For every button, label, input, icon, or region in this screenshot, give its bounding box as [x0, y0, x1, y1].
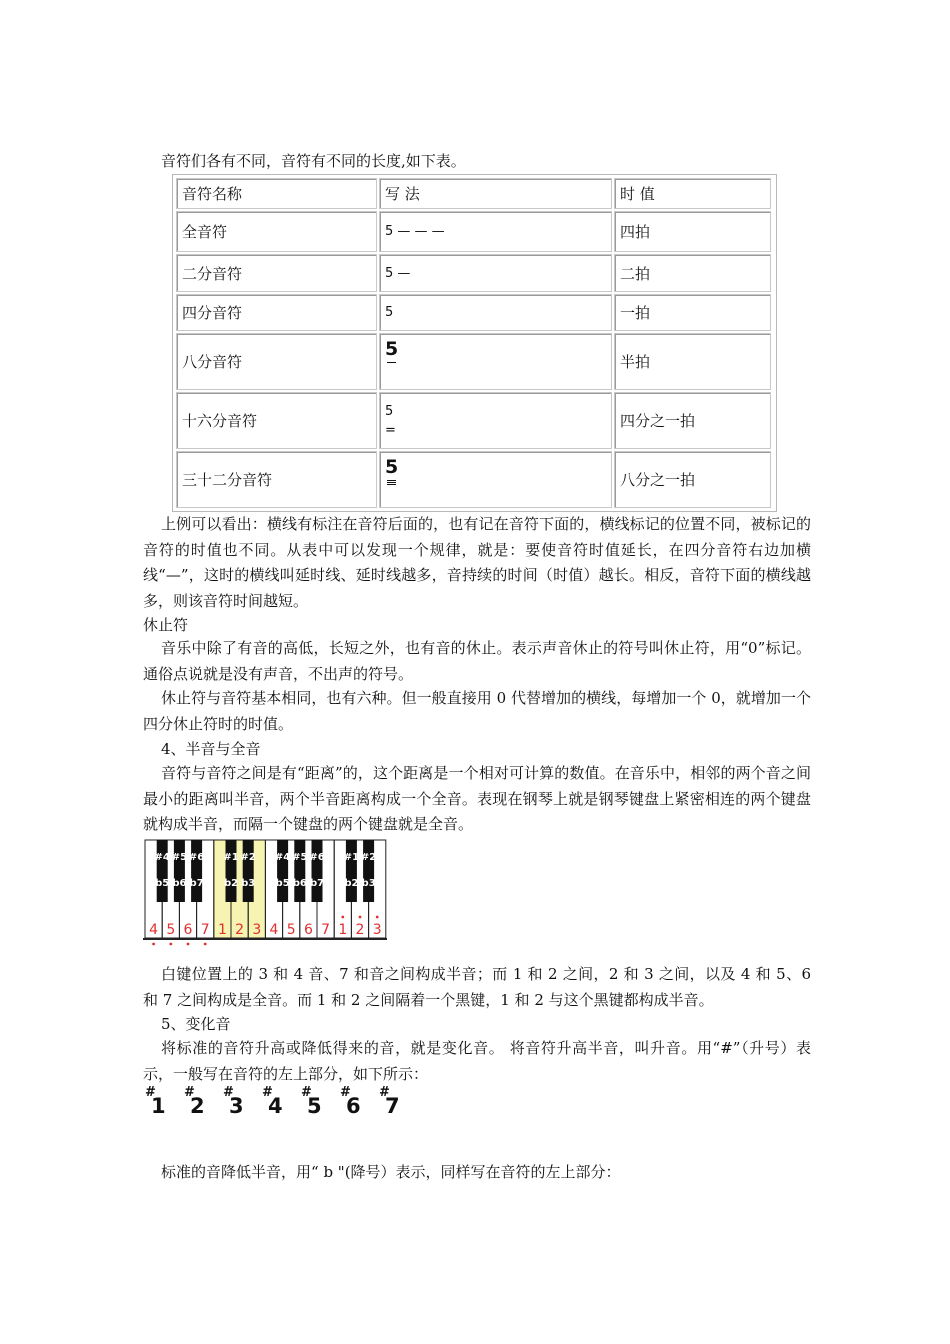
heading-rest: 休止符 — [143, 616, 189, 634]
sharp-sign: # — [223, 1085, 234, 1100]
black-key-sharp-label: #4 — [274, 852, 291, 863]
octave-dot-high — [376, 916, 379, 919]
note-name-cell: 三十二分音符 — [176, 451, 377, 508]
octave-dot-low — [169, 943, 172, 946]
black-key — [292, 840, 308, 902]
white-key-label: 7 — [200, 922, 210, 938]
sharp-sign: # — [379, 1085, 390, 1100]
black-key — [274, 840, 291, 902]
note-name-cell: 四分音符 — [176, 294, 377, 331]
jianpu-note — [385, 458, 398, 477]
black-key-flat-label: b3 — [361, 878, 376, 889]
white-key-label: 6 — [183, 922, 193, 938]
black-key-flat-label: b5 — [155, 878, 170, 889]
notation-cell — [379, 451, 612, 508]
jianpu-note — [385, 340, 398, 359]
piano-keyboard-diagram — [143, 838, 387, 950]
underline-mark — [387, 480, 396, 481]
underline-mark — [387, 362, 396, 363]
duration-cell: 四分之一拍 — [614, 392, 771, 449]
jianpu-digit: 5 — [385, 456, 399, 478]
black-key — [343, 840, 360, 902]
table-header-cell: 音符名称 — [176, 178, 377, 209]
black-key-sharp-label: #2 — [240, 852, 256, 863]
paragraph-semitone: 音符与音符之间是有“距离”的，这个距离是一个相对可计算的数值。在音乐中，相邻的两个音之间最小的距离叫半音，两个半音距离构成一个全音。表现在钢琴上就是钢琴键盘上紧密相连的两个键盘就构成半音，而隔一个键盘的两个键盘就是全音。 — [143, 764, 811, 833]
paragraph-flat: 标准的音降低半音，用“ b "(降号）表示，同样写在音符的左上部分： — [161, 1163, 621, 1181]
paragraph-rest-types: 休止符与音符基本相同，也有六种。但一般直接用 0 代替增加的横线，每增加一个 0，就增加一个四分休止符时的时值。 — [143, 689, 811, 733]
table-header-cell: 写 法 — [379, 178, 612, 209]
white-key-label: 2 — [355, 922, 365, 938]
note-name-cell: 十六分音符 — [176, 392, 377, 449]
black-key-sharp-label: #1 — [223, 852, 239, 863]
white-key-label: 5 — [166, 922, 176, 938]
black-key-sharp-label: #6 — [188, 852, 205, 863]
duration-cell: 二拍 — [614, 254, 771, 292]
duration-cell: 八分之一拍 — [614, 451, 771, 508]
notation-cell — [379, 333, 612, 390]
black-key-sharp-label: #6 — [309, 852, 325, 863]
black-key-sharp-label: #4 — [154, 852, 170, 863]
octave-dot-high — [359, 916, 362, 919]
black-key-flat-label: b2 — [344, 878, 359, 889]
sharp-note-digit: 4 — [268, 1094, 283, 1118]
white-key-label: 5 — [286, 922, 296, 938]
sharp-notes-row — [143, 1086, 403, 1122]
black-key — [240, 840, 256, 902]
duration-cell: 一拍 — [614, 294, 771, 331]
heading-semitone: 4、半音与全音 — [161, 740, 261, 758]
white-key-label: 6 — [303, 922, 313, 938]
table-header-cell: 时 值 — [614, 178, 771, 209]
duration-cell: 四拍 — [614, 211, 771, 252]
jianpu-digit: 5 — [385, 338, 399, 360]
heading-accidentals: 5、变化音 — [161, 1015, 231, 1033]
white-key-label: 4 — [149, 922, 159, 938]
black-key — [154, 840, 170, 902]
black-key — [171, 840, 188, 902]
black-key — [360, 840, 377, 902]
sharp-sign: # — [145, 1085, 156, 1100]
underline-mark — [387, 484, 396, 485]
white-key-label: 4 — [269, 922, 279, 938]
sharp-note-digit: 6 — [346, 1094, 361, 1118]
note-name-cell: 二分音符 — [176, 254, 377, 292]
black-key-flat-label: b5 — [275, 878, 290, 889]
octave-dot-high — [341, 916, 344, 919]
black-key-flat-label: b6 — [292, 878, 307, 889]
paragraph-rest-intro: 音乐中除了有音的高低，长短之外，也有音的休止。表示声音休止的符号叫休止符，用“0”标记。通俗点说就是没有声音，不出声的符号。 — [143, 639, 811, 683]
black-key-flat-label: b6 — [172, 878, 187, 889]
white-key-label: 2 — [235, 922, 245, 938]
black-key — [188, 840, 205, 902]
black-key-sharp-label: #2 — [360, 852, 377, 863]
sharp-note-digit: 1 — [151, 1094, 166, 1118]
white-key-label: 3 — [252, 922, 262, 938]
sharp-note-digit: 2 — [190, 1094, 205, 1118]
black-key-flat-label: b7 — [309, 878, 325, 889]
sharp-sign: # — [262, 1085, 273, 1100]
notation-cell — [379, 392, 612, 449]
sharp-note-digit: 7 — [385, 1094, 400, 1118]
white-key-label: 3 — [372, 922, 382, 938]
white-key-label: 7 — [321, 922, 331, 938]
note-duration-table — [172, 174, 777, 512]
paragraph-white-keys: 白键位置上的 3 和 4 音、7 和音之间构成半音；而 1 和 2 之间，2 和 3 之间，以及 4 和 5、6 和 7 之间构成是全音。而 1 和 2 之间隔着一个黑键，1 和 2 与这个黑键都构成半音。 — [143, 965, 811, 1009]
note-name-cell: 八分音符 — [176, 333, 377, 390]
notation-cell: 5 — [379, 294, 612, 331]
notation-underline: = — [385, 422, 396, 438]
black-key-sharp-label: #5 — [292, 852, 308, 863]
black-key-sharp-label: #1 — [343, 852, 360, 863]
notation-digit: 5 — [385, 403, 394, 419]
note-name-cell: 全音符 — [176, 211, 377, 252]
notation-cell: 5 — — — — [379, 211, 612, 252]
black-key-flat-label: b2 — [223, 878, 239, 889]
notation-cell: 5 — — [379, 254, 612, 292]
keyboard-baseline — [143, 938, 387, 940]
white-key-label: 1 — [217, 922, 227, 938]
intro-text: 音符们各有不同，音符有不同的长度,如下表。 — [161, 152, 466, 170]
octave-dot-low — [204, 943, 207, 946]
sharp-sign: # — [301, 1085, 312, 1100]
black-key — [223, 840, 239, 902]
black-key-flat-label: b3 — [241, 878, 256, 889]
underline-mark — [387, 482, 396, 483]
paragraph-sharp: 将标准的音符升高或降低得来的音，就是变化音。 将音符升高半音，叫升音。用“#”（升号）表示，一般写在音符的左上部分，如下所示： — [143, 1039, 811, 1083]
black-key — [309, 840, 325, 902]
white-key-label: 1 — [338, 922, 348, 938]
black-key-flat-label: b7 — [189, 878, 204, 889]
paragraph-duration-rule: 上例可以看出：横线有标注在音符后面的，也有记在音符下面的，横线标记的位置不同，被标记的音符的时值也不同。从表中可以发现一个规律，就是：要使音符时值延长，在四分音符右边加横线“—”，这时的横线叫延时线、延时线越多，音持续的时间（时值）越长。相反，音符下面的横线越多，则该音符时间越短。 — [143, 515, 811, 610]
sharp-sign: # — [184, 1085, 195, 1100]
black-key-sharp-label: #5 — [171, 852, 188, 863]
sharp-sign: # — [340, 1085, 351, 1100]
sharp-note-digit: 3 — [229, 1094, 244, 1118]
sharp-note-digit: 5 — [307, 1094, 322, 1118]
duration-cell: 半拍 — [614, 333, 771, 390]
octave-dot-low — [187, 943, 190, 946]
octave-dot-low — [152, 943, 155, 946]
